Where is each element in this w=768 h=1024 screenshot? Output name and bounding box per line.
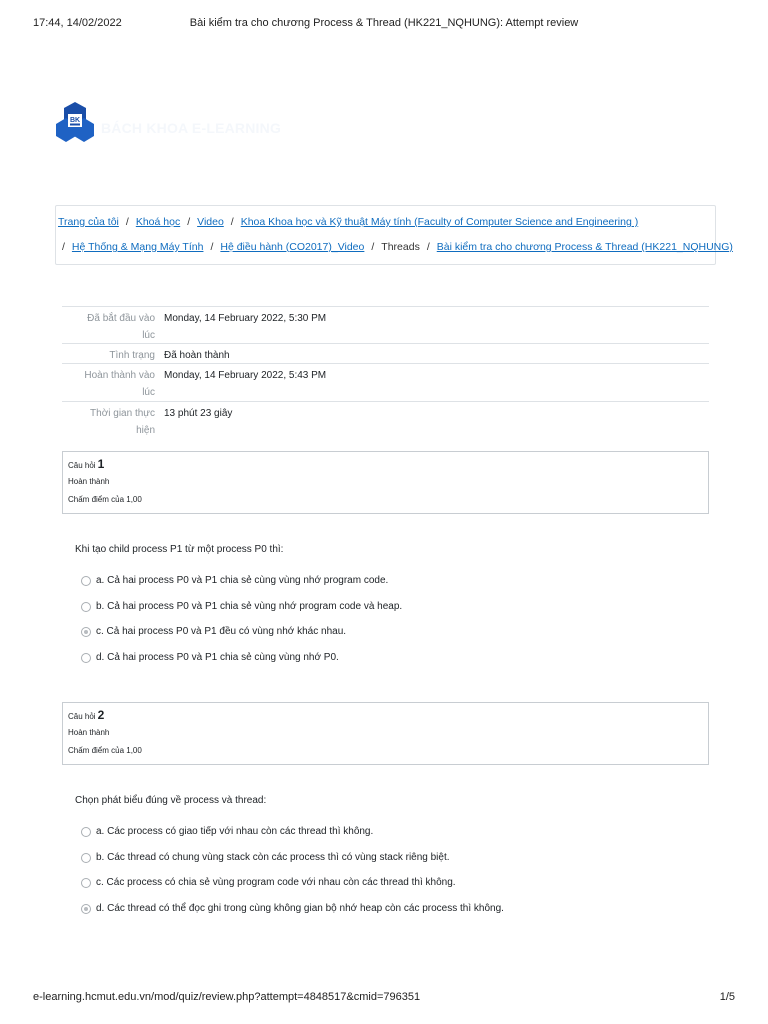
radio-button-checked[interactable] bbox=[81, 904, 91, 914]
radio-button[interactable] bbox=[81, 878, 91, 888]
summary-value: Monday, 14 February 2022, 5:43 PM bbox=[164, 370, 327, 381]
breadcrumb-separator: / bbox=[371, 241, 375, 253]
question-number: Câu hỏi 1 bbox=[68, 457, 105, 471]
radio-button[interactable] bbox=[81, 576, 91, 586]
summary-value: Đã hoàn thành bbox=[164, 350, 230, 361]
breadcrumb-link-course[interactable]: Hệ điều hành (CO2017)_Video bbox=[220, 241, 365, 253]
question-state: Hoàn thành bbox=[68, 728, 110, 737]
question-text-2: Chọn phát biểu đúng về process và thread: bbox=[75, 795, 267, 806]
breadcrumb-separator: / bbox=[125, 216, 129, 228]
breadcrumb-separator: / bbox=[210, 241, 214, 253]
radio-button[interactable] bbox=[81, 827, 91, 837]
question-number: Câu hỏi 2 bbox=[68, 708, 105, 722]
question-state: Hoàn thành bbox=[68, 477, 110, 486]
summary-label: Thời gian thực hiện bbox=[90, 408, 155, 436]
breadcrumb-separator: / bbox=[187, 216, 191, 228]
question-info-1 bbox=[62, 451, 709, 514]
summary-row-started bbox=[62, 307, 709, 344]
radio-button-checked[interactable] bbox=[81, 627, 91, 637]
breadcrumb-link-quiz[interactable]: Bài kiểm tra cho chương Process & Thread (HK221_NQHUNG) bbox=[436, 241, 733, 253]
summary-label: Hoàn thành vào lúc bbox=[84, 370, 155, 398]
print-timestamp: 17:44, 14/02/2022 bbox=[33, 17, 122, 29]
attempt-summary-table bbox=[62, 306, 709, 440]
breadcrumb-link-network[interactable]: Hệ Thống & Mạng Máy Tính bbox=[71, 241, 204, 253]
breadcrumb-item-threads: Threads bbox=[381, 241, 420, 253]
breadcrumb-line-1 bbox=[58, 216, 715, 228]
breadcrumb-link-video[interactable]: Video bbox=[197, 216, 224, 228]
question-grade: Chấm điểm của 1,00 bbox=[68, 746, 142, 755]
print-page-title: Bài kiểm tra cho chương Process & Thread (HK221_NQHUNG): Attempt review bbox=[189, 17, 579, 29]
question-text-1: Khi tạo child process P1 từ một process P0 thì: bbox=[75, 544, 284, 555]
radio-button[interactable] bbox=[81, 602, 91, 612]
radio-button[interactable] bbox=[81, 653, 91, 663]
breadcrumb-separator: / bbox=[62, 241, 65, 253]
summary-value: 13 phút 23 giây bbox=[164, 408, 233, 419]
question-info-2 bbox=[62, 702, 709, 765]
breadcrumb-link-courses[interactable]: Khoá học bbox=[135, 216, 181, 228]
breadcrumb bbox=[55, 205, 733, 265]
question-grade: Chấm điểm của 1,00 bbox=[68, 495, 142, 504]
summary-row-completed bbox=[62, 364, 709, 402]
site-name[interactable]: BÁCH KHOA E-LEARNING bbox=[101, 120, 282, 136]
print-footer bbox=[33, 991, 735, 1007]
print-header bbox=[33, 17, 735, 33]
print-url: e-learning.hcmut.edu.vn/mod/quiz/review.php?attempt=4848517&cmid=796351 bbox=[33, 991, 421, 1003]
breadcrumb-link-dashboard[interactable]: Trang của tôi bbox=[58, 216, 119, 228]
print-page-number: 1/5 bbox=[719, 991, 735, 1003]
summary-value: Monday, 14 February 2022, 5:30 PM bbox=[164, 313, 327, 324]
logo-text: BK bbox=[69, 117, 81, 124]
breadcrumb-separator: / bbox=[230, 216, 234, 228]
breadcrumb-line-2 bbox=[62, 241, 733, 253]
summary-row-duration bbox=[62, 402, 709, 440]
breadcrumb-separator: / bbox=[426, 241, 430, 253]
bk-logo-icon bbox=[56, 102, 94, 144]
radio-button[interactable] bbox=[81, 853, 91, 863]
summary-label: Tình trạng bbox=[109, 350, 155, 361]
breadcrumb-link-faculty[interactable]: Khoa Khoa học và Kỹ thuật Máy tính (Faculty of Computer Science and Engineering ) bbox=[240, 216, 639, 228]
summary-label: Đã bắt đầu vào lúc bbox=[87, 313, 155, 341]
summary-row-state bbox=[62, 344, 709, 364]
